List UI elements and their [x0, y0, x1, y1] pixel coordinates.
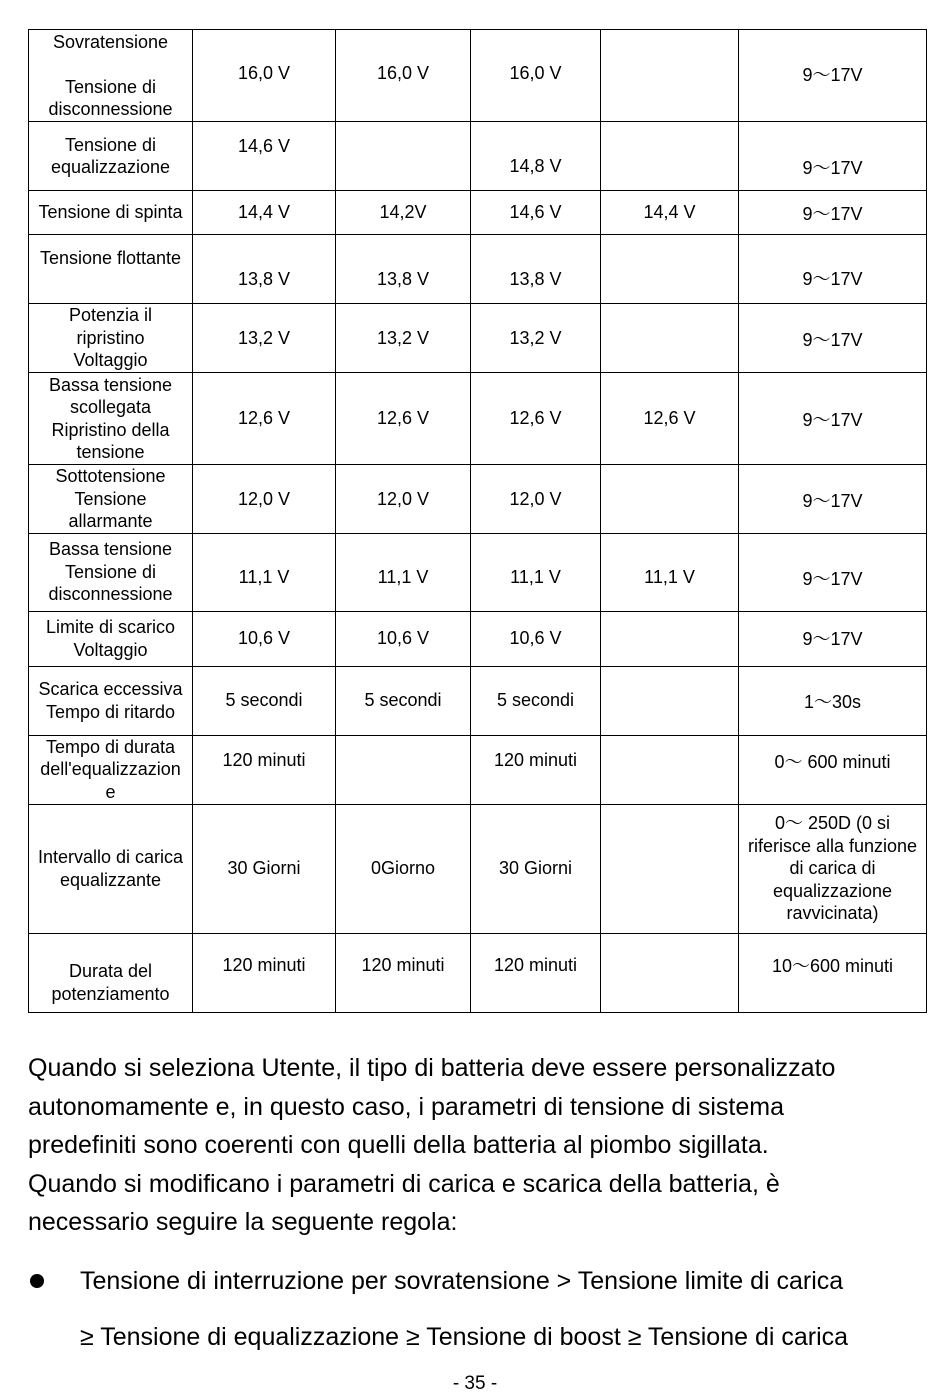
- parameter-label: Tensione di equalizzazione: [50, 134, 171, 177]
- range-cell: [739, 533, 927, 611]
- parameter-label: Limite di scarico Voltaggio: [45, 617, 176, 660]
- parameter-label: Tempo di durata dell'equalizzazion e: [40, 736, 181, 802]
- parameter-value: 13,2 V: [509, 327, 562, 348]
- parameter-value: 13,8 V: [237, 268, 291, 289]
- value-cell: [193, 30, 336, 122]
- value-cell: [336, 533, 471, 611]
- parameter-label: Bassa tensione Tensione di disconnessione: [48, 539, 173, 605]
- table-row: [29, 30, 927, 122]
- parameter-label: Potenzia il ripristino Voltaggio: [68, 305, 153, 371]
- value-cell: [601, 533, 739, 611]
- parameter-label-cell: [29, 735, 193, 804]
- range-cell: [739, 735, 927, 804]
- value-cell: [601, 666, 739, 735]
- parameter-value: 16,0 V: [509, 63, 562, 84]
- value-cell: [193, 235, 336, 304]
- parameter-value: 14,6 V: [237, 135, 291, 156]
- parameter-label-cell: [29, 191, 193, 235]
- range-cell: [739, 191, 927, 235]
- parameter-label: Intervallo di carica equalizzante: [37, 847, 184, 890]
- setting-range: 0～ 600 minuti: [774, 752, 891, 773]
- range-cell: [739, 804, 927, 933]
- parameter-value: 120 minuti: [222, 750, 306, 771]
- value-cell: [336, 804, 471, 933]
- parameter-value: 30 Giorni: [498, 858, 573, 879]
- value-cell: [193, 465, 336, 534]
- value-cell: [601, 235, 739, 304]
- value-cell: [336, 465, 471, 534]
- parameter-label-cell: [29, 122, 193, 191]
- info-paragraph: [28, 1049, 928, 1242]
- parameter-value: 12,0 V: [509, 488, 562, 509]
- setting-range: 9～17V: [802, 490, 863, 511]
- parameter-label: Sovratensione Tensione di disconnessione: [48, 31, 173, 119]
- parameter-label-cell: [29, 30, 193, 122]
- parameter-value: 14,8 V: [509, 155, 562, 176]
- value-cell: [336, 30, 471, 122]
- parameter-value: 16,0 V: [376, 63, 430, 84]
- value-cell: [601, 804, 739, 933]
- parameter-value: 10,6 V: [376, 628, 430, 649]
- parameter-value: 13,8 V: [509, 268, 562, 289]
- parameter-value: 5 secondi: [364, 690, 442, 711]
- value-cell: [601, 304, 739, 373]
- parameter-label-cell: [29, 533, 193, 611]
- parameter-value: 11,1 V: [238, 566, 290, 587]
- value-cell: [471, 611, 601, 666]
- parameter-value: 14,4 V: [237, 202, 291, 223]
- value-cell: [336, 191, 471, 235]
- value-cell: [601, 122, 739, 191]
- value-cell: [471, 933, 601, 1012]
- value-cell: [193, 373, 336, 465]
- value-cell: [193, 304, 336, 373]
- parameter-value: 12,6 V: [643, 408, 696, 429]
- parameter-label: Tensione flottante: [39, 247, 182, 268]
- range-cell: [739, 465, 927, 534]
- parameter-value: 12,6 V: [376, 408, 430, 429]
- value-cell: [471, 666, 601, 735]
- value-cell: [601, 191, 739, 235]
- value-cell: [336, 666, 471, 735]
- range-cell: [739, 304, 927, 373]
- value-cell: [336, 122, 471, 191]
- parameter-value: 10,6 V: [237, 628, 291, 649]
- parameter-value: 120 minuti: [493, 955, 578, 976]
- table-row: [29, 304, 927, 373]
- table-body: [29, 30, 927, 1013]
- value-cell: [601, 465, 739, 534]
- value-cell: [471, 465, 601, 534]
- parameter-label-cell: [29, 933, 193, 1012]
- setting-range: 9～17V: [802, 629, 863, 650]
- parameter-value: 10,6 V: [509, 628, 562, 649]
- parameter-label-cell: [29, 804, 193, 933]
- parameter-label: Bassa tensione scollegata Ripristino della tensione: [48, 374, 173, 462]
- value-cell: [336, 933, 471, 1012]
- setting-range: 9～17V: [802, 268, 863, 289]
- value-cell: [471, 30, 601, 122]
- value-cell: [193, 735, 336, 804]
- parameter-value: 120 minuti: [222, 955, 306, 976]
- setting-range: 9～17V: [802, 157, 863, 178]
- parameter-value: 5 secondi: [496, 690, 575, 711]
- setting-range: 0～ 250D (0 si riferisce alla funzione di carica di equalizzazione ravvicinata): [747, 813, 918, 924]
- value-cell: [193, 122, 336, 191]
- setting-range: 1～30s: [803, 692, 862, 713]
- table-row: [29, 191, 927, 235]
- range-cell: [739, 30, 927, 122]
- parameter-label: Scarica eccessiva Tempo di ritardo: [38, 679, 183, 722]
- parameter-value: 13,2 V: [376, 327, 430, 348]
- table-row: [29, 235, 927, 304]
- value-cell: [336, 735, 471, 804]
- range-cell: [739, 666, 927, 735]
- parameter-label: Sottotensione Tensione allarmante: [55, 466, 166, 531]
- parameter-value: 14,2V: [379, 202, 427, 223]
- value-cell: [193, 804, 336, 933]
- parameter-value: 13,2 V: [237, 327, 291, 348]
- table-row: [29, 611, 927, 666]
- parameter-value: 13,8 V: [376, 268, 430, 289]
- parameter-value: 12,0 V: [237, 488, 291, 509]
- setting-range: 9～17V: [802, 410, 863, 431]
- value-cell: [336, 235, 471, 304]
- value-cell: [336, 304, 471, 373]
- parameter-value: 11,1 V: [377, 566, 429, 587]
- paragraph-line: autonomamente e, in questo caso, i parametri di tensione di sistema: [28, 1092, 784, 1121]
- value-cell: [471, 304, 601, 373]
- paragraph-line: Quando si seleziona Utente, il tipo di batteria deve essere personalizzato: [28, 1054, 836, 1082]
- parameter-label: Tensione di spinta: [38, 202, 183, 223]
- parameter-label-cell: [29, 465, 193, 534]
- value-cell: [471, 533, 601, 611]
- paragraph-line: predefiniti sono coerenti con quelli della batteria al piombo sigillata.: [28, 1131, 769, 1159]
- table-row: [29, 804, 927, 933]
- value-cell: [471, 735, 601, 804]
- parameter-label-cell: [29, 611, 193, 666]
- table-row: [29, 533, 927, 611]
- parameter-value: 30 Giorni: [227, 858, 301, 879]
- value-cell: [471, 804, 601, 933]
- value-cell: [601, 933, 739, 1012]
- setting-range: 9～17V: [802, 204, 863, 225]
- value-cell: [471, 191, 601, 235]
- parameter-label-cell: [29, 666, 193, 735]
- setting-range: 10～600 minuti: [771, 956, 894, 977]
- parameter-value: 0Giorno: [370, 858, 436, 879]
- value-cell: [601, 373, 739, 465]
- parameter-value: 120 minuti: [361, 955, 445, 976]
- parameter-value: 14,6 V: [509, 202, 562, 223]
- parameter-value: 14,4 V: [643, 202, 696, 223]
- parameter-value: 12,6 V: [237, 408, 291, 429]
- range-cell: [739, 933, 927, 1012]
- parameter-value: 12,6 V: [509, 408, 562, 429]
- value-cell: [336, 373, 471, 465]
- value-cell: [601, 30, 739, 122]
- rule-text-line-1: Tensione di interruzione per sovratensione > Tensione limite di carica: [80, 1267, 844, 1295]
- value-cell: [471, 122, 601, 191]
- value-cell: [601, 611, 739, 666]
- table-row: [29, 465, 927, 534]
- range-cell: [739, 235, 927, 304]
- table-row: [29, 735, 927, 804]
- parameter-value: 11,1 V: [644, 566, 695, 587]
- setting-range: 9～17V: [802, 65, 863, 86]
- value-cell: [193, 933, 336, 1012]
- value-cell: [601, 735, 739, 804]
- value-cell: [336, 611, 471, 666]
- value-cell: [193, 533, 336, 611]
- range-cell: [739, 122, 927, 191]
- setting-range: 9～17V: [802, 568, 863, 589]
- battery-parameters-table: [28, 29, 927, 1013]
- parameter-value: 5 secondi: [225, 690, 303, 711]
- value-cell: [193, 191, 336, 235]
- parameter-label-cell: [29, 373, 193, 465]
- table-row: [29, 373, 927, 465]
- value-cell: [193, 666, 336, 735]
- parameter-value: 11,1 V: [510, 566, 561, 587]
- parameter-label-cell: [29, 235, 193, 304]
- range-cell: [739, 611, 927, 666]
- value-cell: [471, 373, 601, 465]
- bullet-icon: [30, 1274, 44, 1288]
- parameter-value: 120 minuti: [493, 750, 578, 771]
- parameter-value: 16,0 V: [237, 63, 291, 84]
- value-cell: [471, 235, 601, 304]
- range-cell: [739, 373, 927, 465]
- value-cell: [193, 611, 336, 666]
- table-row: [29, 122, 927, 191]
- rule-text-line-2: ≥ Tensione di equalizzazione ≥ Tensione di boost ≥ Tensione di carica: [80, 1323, 849, 1351]
- table-row: [29, 933, 927, 1012]
- paragraph-line: necessario seguire la seguente regola:: [28, 1208, 458, 1236]
- paragraph-line: Quando si modificano i parametri di carica e scarica della batteria, è: [28, 1169, 780, 1198]
- parameter-label-cell: [29, 304, 193, 373]
- parameter-value: 12,0 V: [376, 488, 430, 509]
- page-number: - 35 -: [452, 1373, 498, 1394]
- parameter-label: Durata del potenziamento: [51, 961, 170, 1004]
- table-row: [29, 666, 927, 735]
- setting-range: 9～17V: [802, 329, 863, 350]
